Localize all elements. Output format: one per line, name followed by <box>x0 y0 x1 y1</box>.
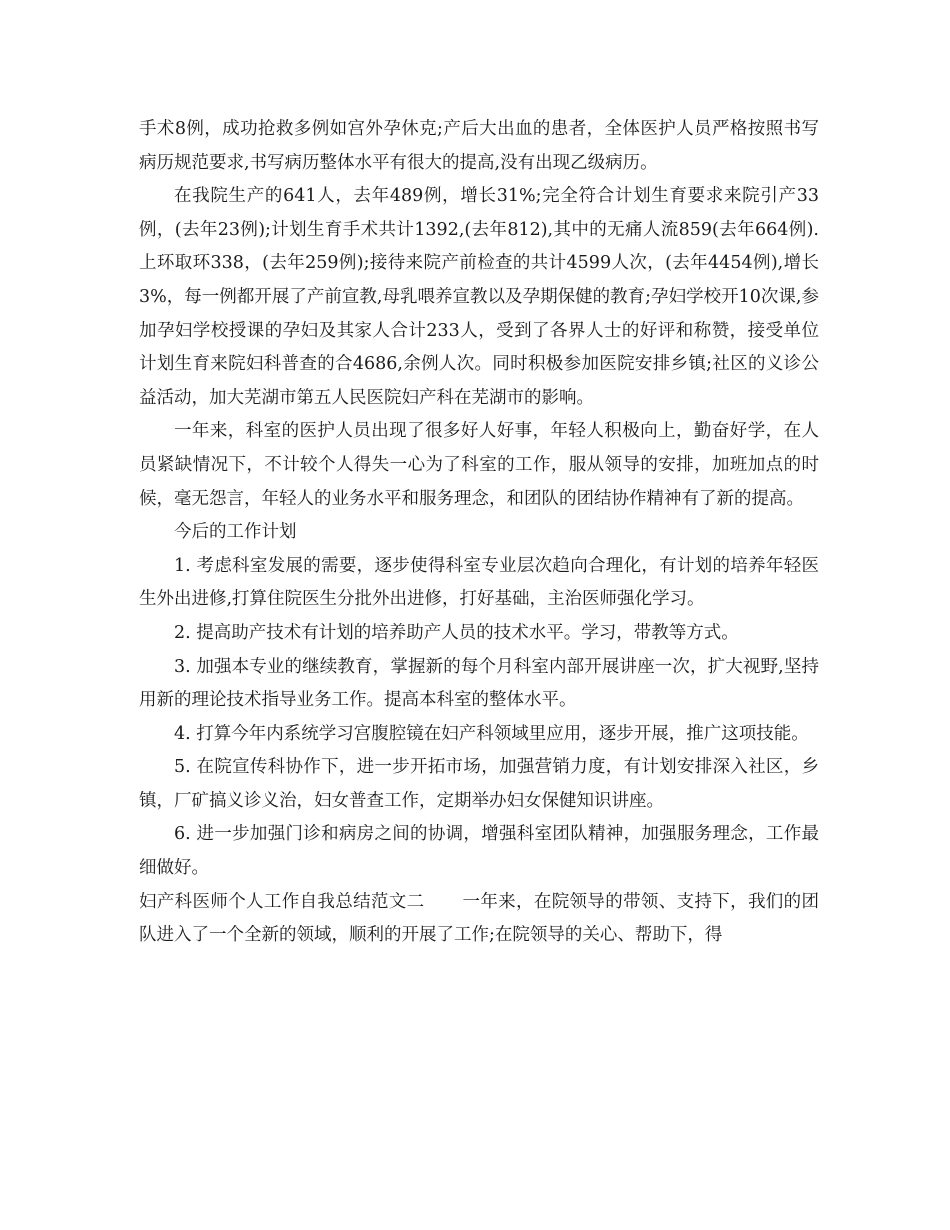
plan-item-6: 6. 进一步加强门诊和病房之间的协调，增强科室团队精神，加强服务理念，工作最细做好。 <box>139 824 819 879</box>
plan-item-4: 4. 打算今年内系统学习宫腹腔镜在妇产科领域里应用，逐步开展，推广这项技能。 <box>174 723 809 744</box>
plan-item-1: 1. 考虑科室发展的需要，逐步使得科室专业层次趋向合理化，有计划的培养年轻医生外出进修,打算住院医生分批外出进修，打好基础，主治医师强化学习。 <box>139 555 819 610</box>
plan-item-2: 2. 提高助产技术有计划的培养助产人员的技术水平。学习，带教等方式。 <box>174 622 739 643</box>
summary-paragraph <box>139 886 819 953</box>
paragraph-birth-statistics: 在我院生产的641人，去年489例，增长31%;完全符合计划生育要求来院引产33例，(去年23例);计划生育手术共计1392,(去年812),其中的无痛人流859(去年664例).上环取环338，(去年259例);接待来院产前检查的共计4599人次，(去年4454例),增长3%，每一例都开展了产前宣教,母乳喂养宣教以及孕期保健的教育;孕妇学校开10次课,参加孕妇学校授课的孕妇及其家人合计233人，受到了各界人士的好评和称赞，接受单位计划生育来院妇科普查的合4686,余例人次。同时积极参加医院安排乡镇;社区的义诊公益活动，加大芜湖市第五人民医院妇产科在芜湖市的影响。 <box>139 186 819 408</box>
plan-item-5: 5. 在院宣传科协作下，进一步开拓市场，加强营销力度，有计划安排深入社区，乡镇，厂矿搞义诊义治，妇女普查工作，定期举办妇女保健知识讲座。 <box>139 757 819 811</box>
summary-text: 一年来，在院领导的带领、支持下，我们的团队进入了一个全新的领域，顺利的开展了工作;在院领导的关心、帮助下，得 <box>139 891 819 946</box>
summary-title: 妇产科医师个人工作自我总结范文二 <box>139 891 425 912</box>
plan-item-3: 3. 加强本专业的继续教育，掌握新的每个月科室内部开展讲座一次，扩大视野,坚持用新的理论技术指导业务工作。提高本科室的整体水平。 <box>139 656 819 711</box>
paragraph-surgery-records: 手术8例，成功抢救多例如宫外孕休克;产后大出血的患者，全体医护人员严格按照书写病历规范要求,书写病历整体水平有很大的提高,没有出现乙级病历。 <box>139 119 819 173</box>
plan-heading: 今后的工作计划 <box>174 522 297 543</box>
paragraph-staff-performance: 一年来，科室的医护人员出现了很多好人好事，年轻人积极向上，勤奋好学，在人员紧缺情况下，不计较个人得失一心为了科室的工作，服从领导的安排，加班加点的时候，毫无怨言，年轻人的业务水平和服务理念，和团队的团结协作精神有了新的提高。 <box>139 421 819 509</box>
document-body <box>139 113 819 953</box>
